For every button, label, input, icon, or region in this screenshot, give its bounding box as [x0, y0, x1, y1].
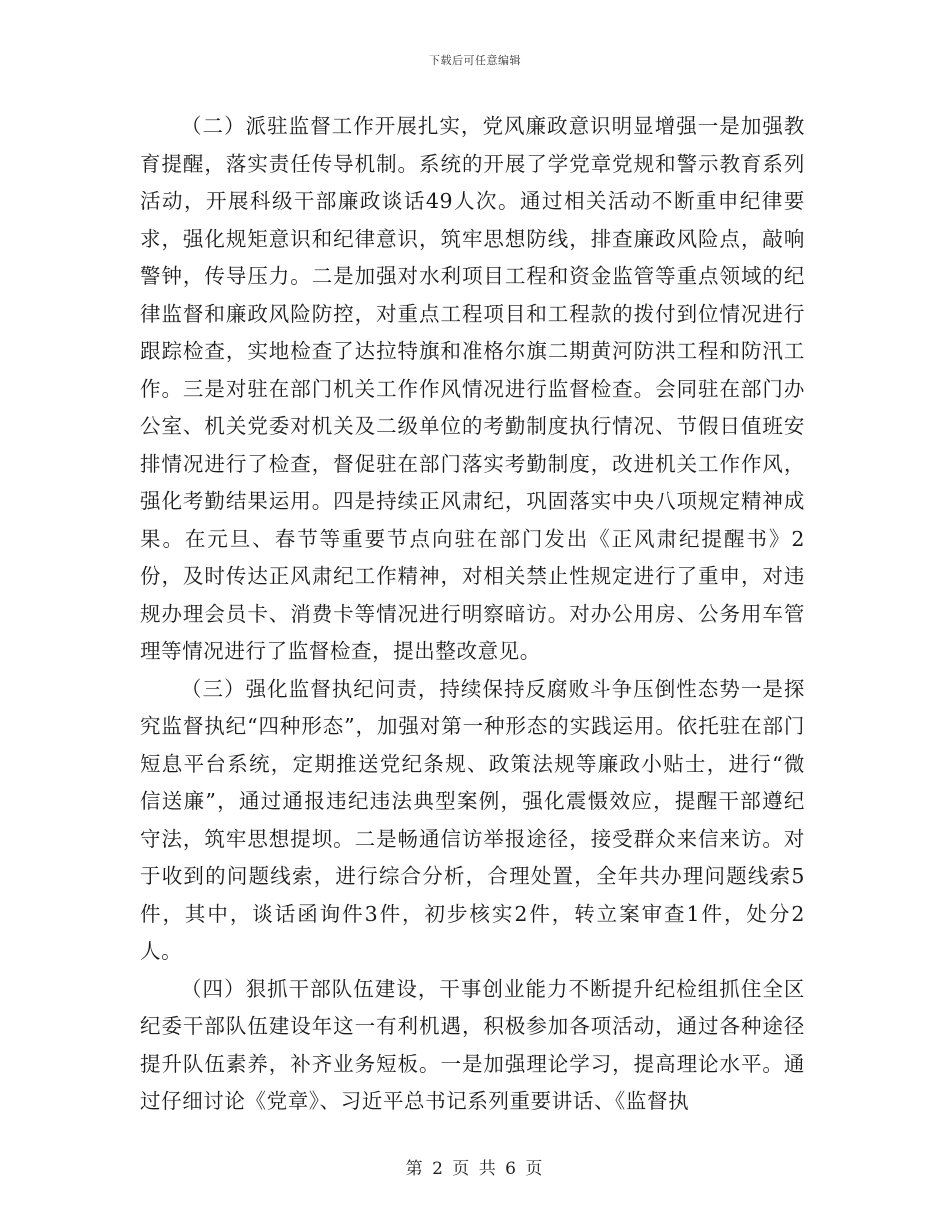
- page-header: 下载后可任意编辑: [429, 54, 521, 67]
- document-body: [140, 108, 805, 1121]
- page-number-footer: 第 2 页 共 6 页: [405, 1159, 545, 1179]
- paragraph-section-2: （二）派驻监督工作开展扎实，党风廉政意识明显增强一是加强教育提醒，落实责任传导机制。系统的开展了学党章党规和警示教育系列活动，开展科级干部廉政谈话49人次。通过相关活动不断重申纪律要求，强化规矩意识和纪律意识，筑牢思想防线，排查廉政风险点，敲响警钟，传导压力。二是加强对水利项目工程和资金监管等重点领域的纪律监督和廉政风险防控，对重点工程项目和工程款的拨付到位情况进行跟踪检查，实地检查了达拉特旗和准格尔旗二期黄河防洪工程和防汛工作。三是对驻在部门机关工作作风情况进行监督检查。会同驻在部门办公室、机关党委对机关及二级单位的考勤制度执行情况、节假日值班安排情况进行了检查，督促驻在部门落实考勤制度，改进机关工作作风，强化考勤结果运用。四是持续正风肃纪，巩固落实中央八项规定精神成果。在元旦、春节等重要节点向驻在部门发出《正风肃纪提醒书》2份，及时传达正风肃纪工作精神，对相关禁止性规定进行了重申，对违规办理会员卡、消费卡等情况进行明察暗访。对办公用房、公务用车管理等情况进行了监督检查，提出整改意见。: [140, 114, 805, 663]
- paragraph-section-4: （四）狠抓干部队伍建设，干事创业能力不断提升纪检组抓住全区纪委干部队伍建设年这一有利机遇，积极参加各项活动，通过各种途径提升队伍素养，补齐业务短板。一是加强理论学习，提高理论水平。通过仔细讨论《党章》、习近平总书记系列重要讲话、《监督执: [140, 976, 805, 1113]
- paragraph-section-3: （三）强化监督执纪问责，持续保持反腐败斗争压倒性态势一是探究监督执纪“四种形态”，加强对第一种形态的实践运用。依托驻在部门短息平台系统，定期推送党纪条规、政策法规等廉政小贴士，进行“微信送廉”，通过通报违纪违法典型案例，强化震慑效应，提醒干部遵纪守法，筑牢思想提坝。二是畅通信访举报途径，接受群众来信来访。对于收到的问题线索，进行综合分析，合理处置，全年共办理问题线索5件，其中，谈话函询件3件，初步核实2件，转立案审查1件，处分2人。: [140, 676, 805, 963]
